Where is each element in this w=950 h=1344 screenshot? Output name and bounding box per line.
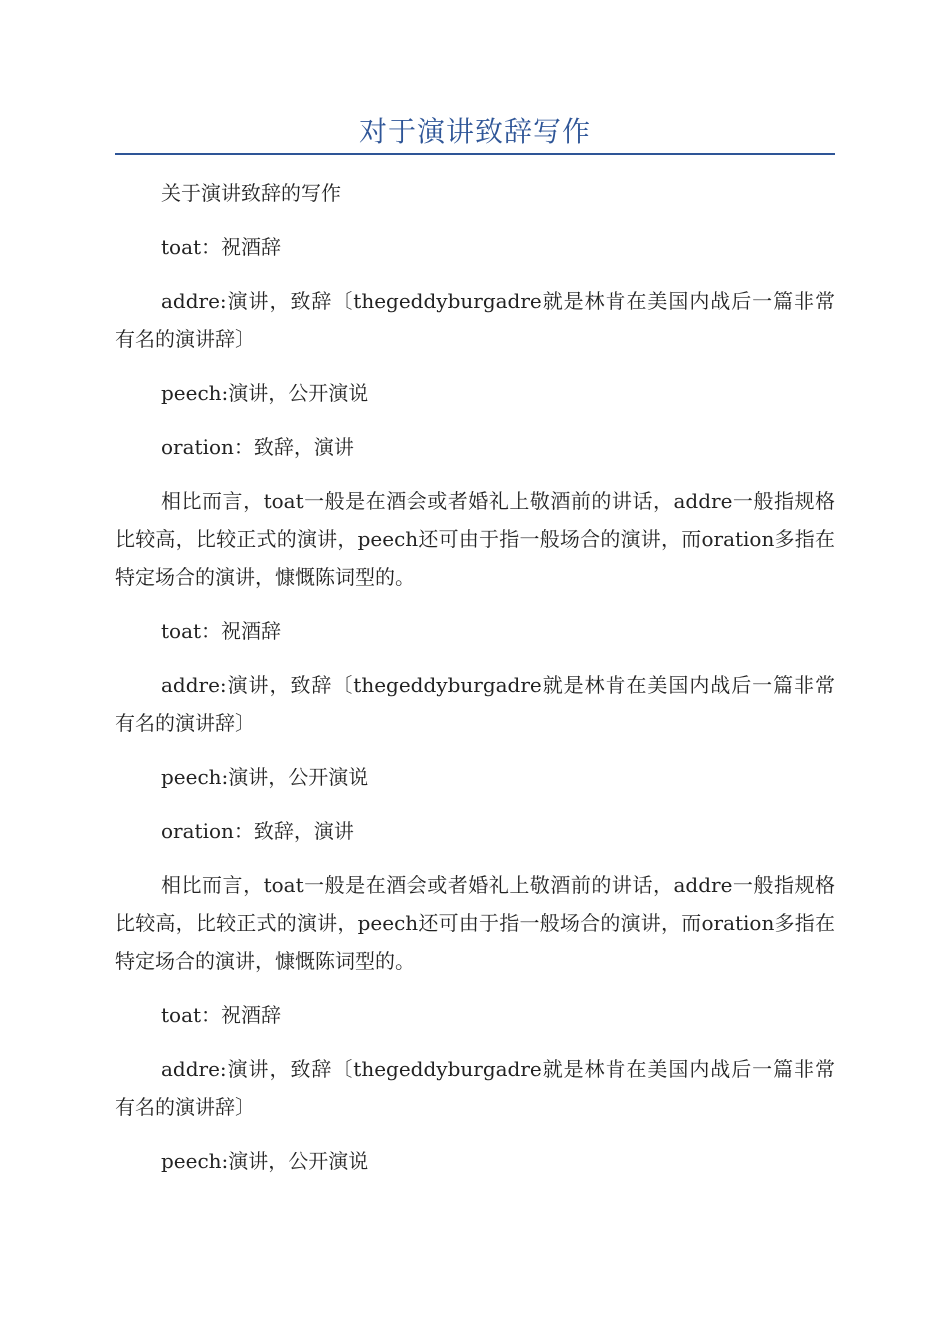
paragraph: peech:演讲，公开演说 [161, 765, 369, 789]
paragraph: addre:演讲，致辞〔thegeddyburgadre就是林肯在美国内战后一篇非常有名的演讲辞〕 [115, 1057, 835, 1119]
paragraph: 关于演讲致辞的写作 [161, 181, 341, 205]
document-title: 对于演讲致辞写作 [358, 115, 591, 148]
title-underline [115, 153, 835, 155]
document-body [115, 174, 835, 1180]
paragraph: peech:演讲，公开演说 [161, 1149, 369, 1173]
paragraph: oration：致辞，演讲 [161, 435, 354, 459]
paragraph: oration：致辞，演讲 [161, 819, 354, 843]
paragraph: toat：祝酒辞 [161, 619, 282, 643]
paragraph: peech:演讲，公开演说 [161, 381, 369, 405]
paragraph: toat：祝酒辞 [161, 1003, 282, 1027]
paragraph: toat：祝酒辞 [161, 235, 282, 259]
paragraph: addre:演讲，致辞〔thegeddyburgadre就是林肯在美国内战后一篇非常有名的演讲辞〕 [115, 673, 835, 735]
paragraph: addre:演讲，致辞〔thegeddyburgadre就是林肯在美国内战后一篇非常有名的演讲辞〕 [115, 289, 835, 351]
paragraph: 相比而言，toat一般是在酒会或者婚礼上敬酒前的讲话，addre一般指规格比较高，比较正式的演讲，peech还可由于指一般场合的演讲，而oration多指在特定场合的演讲，慷慨陈词型的。 [115, 489, 835, 589]
paragraph: 相比而言，toat一般是在酒会或者婚礼上敬酒前的讲话，addre一般指规格比较高，比较正式的演讲，peech还可由于指一般场合的演讲，而oration多指在特定场合的演讲，慷慨陈词型的。 [115, 873, 835, 973]
